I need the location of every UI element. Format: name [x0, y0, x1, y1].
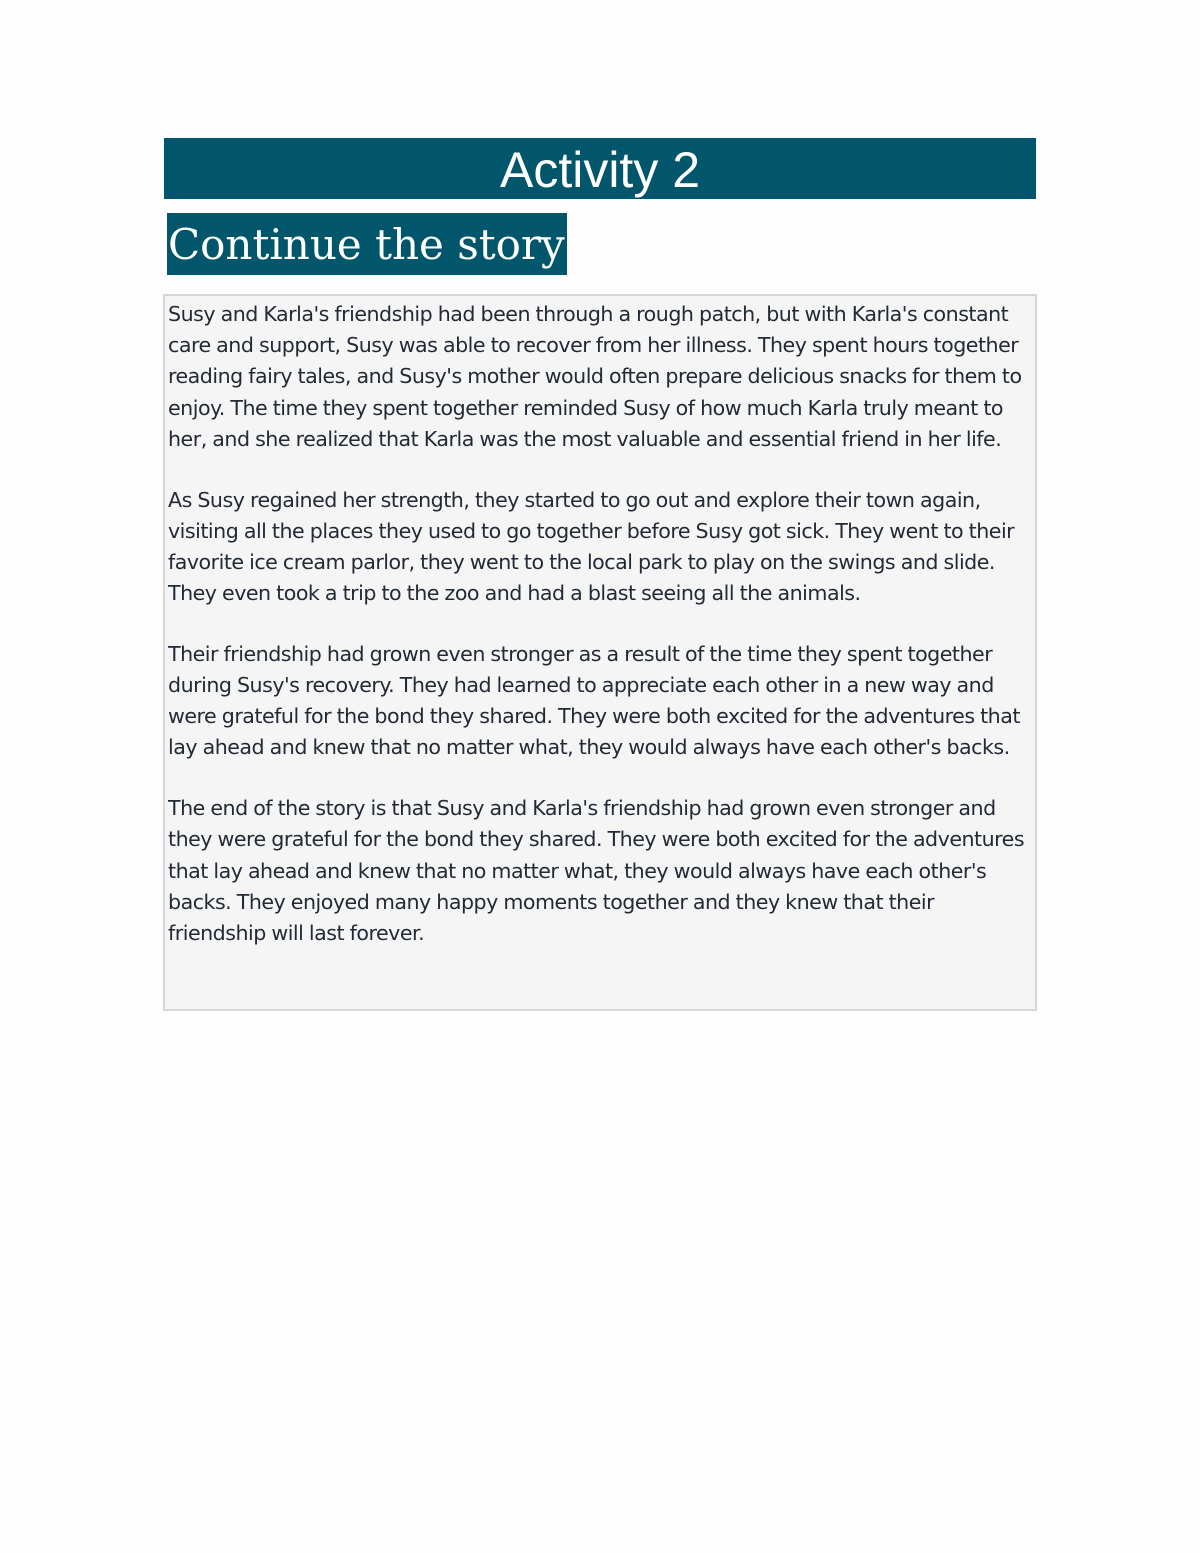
- story-paragraph-2: As Susy regained her strength, they started to go out and explore their town again, visiting all the places they used to go together before Susy got sick. They went to their favorite ice cream parlor, they went to the local park to play on the swings and slide. They even took a trip to the zoo and had a blast seeing all the animals.: [168, 487, 1015, 606]
- story-text-box[interactable]: [163, 294, 1037, 1011]
- story-paragraph-1: Susy and Karla's friendship had been through a rough patch, but with Karla's constant care and support, Susy was able to recover from her illness. They spent hours together reading fairy tales, and Susy's mother would often prepare delicious snacks for them to enjoy. The time they spent together reminded Susy of how much Karla truly meant to her, and she realized that Karla was the most valuable and essential friend in her life.: [168, 302, 1022, 451]
- activity-title-banner: Activity 2: [164, 138, 1036, 199]
- section-heading: Continue the story: [167, 213, 567, 275]
- story-paragraph-4: The end of the story is that Susy and Karla's friendship had grown even stronger and they were grateful for the bond they shared. They were both excited for the adventures that lay ahead and knew that no matter what, they would always have each other's backs. They enjoyed many happy moments together and they knew that their friendship will last forever.: [168, 796, 1025, 945]
- story-paragraph-3: Their friendship had grown even stronger as a result of the time they spent together during Susy's recovery. They had learned to appreciate each other in a new way and were grateful for the bond they shared. They were both excited for the adventures that lay ahead and knew that no matter what, they would always have each other's backs.: [168, 641, 1020, 760]
